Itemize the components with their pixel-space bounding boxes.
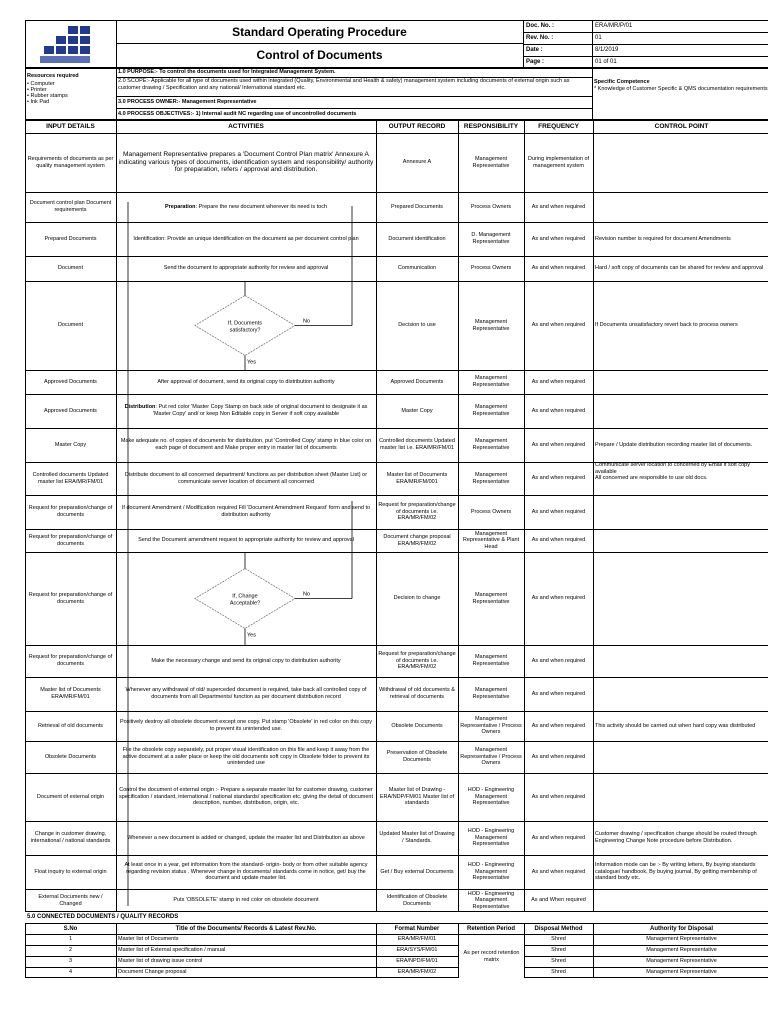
document-title: Standard Operating Procedure — [232, 25, 407, 39]
decision-2-yes-text: Yes — [247, 632, 256, 639]
records-cell: Master list of External specification / manual — [118, 947, 226, 954]
cell-output: Updated Master list of Drawing / Standards. — [379, 831, 455, 844]
cell-control: If Documents unsatisfactory revert back to process owners — [595, 322, 738, 329]
cell-resp: Management Representative — [472, 155, 510, 169]
cell-control — [593, 741, 768, 773]
cell-activity: Identification: Provide an unique identification on the document as per document control plan — [133, 235, 359, 242]
rev-no-value: 01 — [595, 34, 602, 41]
purpose-text: 1.0 PURPOSE:- To control the documents used for Integrated Management System. — [118, 69, 336, 75]
cell-freq: As and when required — [531, 595, 586, 602]
cell-control: Prepare / Update distribution recording master list of documents. — [595, 441, 753, 448]
cell-input: Request for preparation/change of documents — [28, 533, 113, 547]
cell-activity: Control the document of external origin :- Prepare a separate master list for customer drawing, customer specification / standard, international / national standards/ specification etc. giving the detail of document description, number, distribution, origin, etc. — [118, 787, 374, 807]
cell-freq: As and when required — [531, 690, 586, 697]
cell-input: Document — [57, 322, 84, 329]
cell-freq: As and when required — [531, 235, 586, 242]
cell-output: Withdrawal of old documents & retrieval of documents — [379, 687, 455, 700]
cell-activity — [116, 192, 376, 222]
cell-resp: HOD - Engineering Management Representative — [467, 862, 515, 882]
cell-activity: Send the Document amendment request to appropriate authority for review and approval — [138, 537, 354, 544]
records-header: Format Number — [394, 925, 440, 932]
records-cell: 3 — [68, 958, 73, 965]
cell-resp: Management Representative — [472, 318, 510, 332]
column-header-responsibility: RESPONSIBILITY — [463, 123, 519, 130]
cell-freq: As and when required — [531, 537, 586, 544]
records-header: Retention Period — [466, 925, 515, 932]
cell-activity: Positively destroy all obsolete document except one copy. Put stamp 'Obsolete' in red color on this copy to prevent its unintended use. — [119, 719, 373, 732]
process-objectives-text: 4.0 PROCESS OBJECTIVES:- 1) Internal audit NC regarding use of uncontrolled documents — [118, 111, 357, 117]
cell-output: Master list of Documents ERA/MR/FM/001 — [386, 471, 448, 485]
cell-control — [593, 677, 768, 711]
cell-activity: If document Amendment / Modification required Fill 'Document Amendment Request' form and send to distribution authority — [121, 505, 371, 518]
cell-activity — [116, 394, 376, 428]
cell-activity: Distribute document to all concerned department/ functions as per distribution sheet (Master List) or communicate server location of document all concerned — [124, 471, 368, 485]
cell-output: Annexure A — [402, 159, 432, 166]
activity-text: : Put red color 'Master Copy Stamp on back side of original document to designate it as 'Master Copy' and/ or keep Non Editable copy in Server if soft copy available — [152, 404, 368, 417]
cell-input: Document of external origin — [36, 793, 105, 800]
cell-freq: As and When required — [531, 897, 586, 904]
document-subtitle: Control of Documents — [256, 48, 383, 62]
cell-output: Request for preparation/change of documents i.e. ERA/MR/FM/02 — [378, 502, 456, 522]
cell-freq: As and when required — [531, 407, 586, 414]
cell-freq: As and when required — [531, 203, 586, 210]
cell-input: Master list of Documents ERA/MR/FM/01 — [40, 687, 101, 700]
cell-control — [593, 889, 768, 912]
records-cell: 1 — [68, 936, 73, 943]
page-value: 01 of 01 — [595, 58, 617, 65]
cell-resp: Management Representative — [472, 438, 510, 451]
cell-control: Information mode can be :- By writing letters, By buying standards catalogue/ handbook, By buying journal, By getting membership of standard body etc. — [595, 862, 757, 882]
resources-title: Resources required — [27, 73, 79, 79]
records-cell: ERA/SYS/FM/01 — [396, 947, 438, 954]
cell-resp: Management Representative — [472, 471, 510, 485]
competence-title: Specific Competence — [594, 79, 650, 85]
cell-control — [593, 370, 768, 394]
cell-resp: HOD - Engineering Management Representative — [467, 787, 515, 807]
cell-freq: As and when required — [531, 265, 586, 272]
cell-freq: As and when required — [531, 475, 586, 482]
cell-control — [593, 645, 768, 677]
records-retention-cell: As per record retention matrix — [459, 935, 524, 978]
records-header: Disposal Method — [534, 925, 583, 932]
cell-control — [593, 394, 768, 428]
decision-1-no-text: No — [303, 318, 311, 325]
cell-resp: HOD - Engineering Management Representative — [467, 828, 515, 848]
cell-input: Change in customer drawing, international / national standards — [30, 831, 111, 844]
cell-input: Obsolete Documents — [44, 753, 97, 760]
cell-freq: As and when required — [531, 753, 586, 760]
column-header-control: CONTROL POINT — [654, 123, 709, 130]
records-cell: Shred — [551, 947, 566, 954]
cell-activity: Management Representative prepares a 'Document Control Plan matrix' Annexure A indicating various types of documents, identification system and responsibility/ authority for preparation, refers / approval and distribution. — [118, 151, 374, 174]
cell-control — [593, 192, 768, 222]
cell-control — [593, 529, 768, 552]
cell-activity: Whenever any withdrawal of old/ superceded document is required, take back all controlled copy of documents from all Departments/ function as per document distribution record — [125, 687, 367, 700]
records-cell: Master list of Documents — [118, 936, 179, 943]
cell-freq: As and when required — [531, 834, 586, 841]
cell-output: Communication — [397, 265, 437, 272]
cell-output: Request for preparation/change of documents i.e. ERA/MR/FM/02 — [378, 651, 456, 671]
records-cell: Management Representative — [646, 947, 717, 954]
records-cell: Document Change proposal — [118, 969, 187, 976]
cell-output: Approved Documents — [390, 378, 444, 385]
cell-activity: At least once in a year, get information from the standard- origin- body or from other suitable agency regarding revision status . Whenever change in documents/ standards come in notice, get/ buy the document and update master list. — [124, 862, 368, 882]
records-cell: Management Representative — [646, 969, 717, 976]
cell-activity: File the obsolete copy separately, put proper visual identification on this file and keep it away from the active document at a safer place or keep the old documents soft copy in Obsolete folder to prevent its unintended use — [122, 747, 370, 767]
cell-output: Master list of Drawing - ERA/NDP/FM/01 Master list of standards — [379, 787, 455, 807]
cell-activity: After approval of document, send its original copy to distribution authority — [157, 378, 335, 385]
records-header: Title of the Documents/ Records & Latest Rev.No. — [175, 925, 317, 932]
competence-text: * Knowledge of Customer Specific & QMS documentation requirements — [594, 86, 768, 92]
cell-output: Controlled documents Updated master list i.e. ERA/MR/FM/01 — [379, 438, 455, 451]
decision-1-yes-text: Yes — [247, 359, 256, 366]
cell-output: Identification of Obsolete Documents — [386, 893, 448, 907]
cell-resp: Management Representative & Plant Head — [462, 530, 520, 550]
cell-output: Decision to change — [393, 595, 441, 602]
cell-freq: As and when required — [531, 657, 586, 664]
cell-control: Revision number is required for document Amendments — [595, 235, 731, 242]
cell-resp: Management Representative — [472, 687, 510, 700]
cell-freq: As and when required — [531, 508, 586, 515]
cell-input: Prepared Documents — [44, 235, 97, 242]
records-cell: ERA/MR/FM/01 — [397, 936, 437, 943]
cell-output: Master Copy — [401, 407, 433, 414]
cell-activity: Puts 'OBSOLETE' stamp in red color on obsolete document — [173, 897, 319, 904]
column-header-activities: ACTIVITIES — [228, 123, 264, 130]
cell-resp: Management Representative — [472, 404, 510, 417]
cell-output: Obsolete Documents — [391, 722, 443, 729]
cell-resp: Management Representative / Process Owners — [460, 716, 522, 736]
process-owner-text: 3.0 PROCESS OWNER:- Management Representative — [118, 99, 257, 105]
records-cell: 2 — [68, 947, 73, 954]
cell-output: Get / Buy external Documents — [380, 868, 454, 875]
cell-resp: Management Representative — [472, 375, 510, 388]
cell-activity: Send the document to appropriate authority for review and approval — [163, 265, 329, 272]
cell-resp: Process Owners — [470, 508, 512, 515]
resource-item: • Rubber stamps — [27, 93, 68, 99]
records-cell: Management Representative — [646, 936, 717, 943]
cell-resp: Management Representative — [472, 654, 510, 667]
records-header: S.No — [63, 925, 78, 932]
cell-control: Customer drawing / specification change should be routed through Engineering Change Note procedure before Distribution. — [595, 831, 757, 844]
doc-no-value: ERA/MR/P/01 — [595, 22, 633, 29]
cell-input: Document — [57, 265, 84, 272]
records-cell: Shred — [551, 969, 566, 976]
cell-control: Hard / soft copy of documents can be shared for review and approval — [595, 265, 764, 272]
cell-input: Master Copy — [54, 441, 87, 448]
records-cell: Management Representative — [646, 958, 717, 965]
decision-2-label: If, Change Acceptable? — [229, 593, 261, 607]
decision-1-label: If, Documents satisfactory? — [228, 320, 262, 334]
cell-output: Preservation of Obsolete Documents — [386, 750, 448, 763]
resource-item: • Computer — [27, 81, 55, 87]
decision-2-no-text: No — [303, 591, 311, 598]
column-header-output: OUTPUT RECORD — [388, 123, 446, 130]
cell-freq: As and when required — [531, 868, 586, 875]
cell-output: Prepared Documents — [391, 203, 443, 210]
cell-input: Approved Documents — [44, 378, 97, 385]
column-header-frequency: FREQUENCY — [538, 123, 579, 130]
cell-input: Requirements of documents as per quality management system — [27, 155, 114, 169]
cell-control: Communicate server location to concerned by Email if soft copy available All concerned are responsible to use old docs. — [595, 462, 750, 482]
scope-text: 2.0 SCOPE:- Applicable for all type of documents used within integrated (Quality, Environmental and Health & safety) management system including documents of external origin such as customer drawing / Specification and any national/ International standard etc. — [118, 78, 570, 91]
cell-control — [593, 495, 768, 529]
activity-keyword: Preparation — [164, 203, 196, 210]
date-label: Date : — [526, 46, 543, 53]
cell-input: Request for preparation/change of documents — [28, 591, 113, 605]
cell-control — [593, 773, 768, 821]
page-label: Page : — [526, 58, 545, 65]
cell-output: Document change proposal ERA/MR/FM/02 — [383, 533, 451, 547]
cell-resp: Management Representative — [472, 591, 510, 605]
cell-control — [593, 133, 768, 192]
cell-input: Approved Documents — [44, 407, 97, 414]
column-header-input: INPUT DETAILS — [46, 123, 95, 130]
activity-text: : Prepare the new document wherever its need is toch — [195, 203, 328, 210]
cell-output: Decision to use — [398, 322, 436, 329]
cell-freq: As and when required — [531, 378, 586, 385]
cell-freq: During implementation of management system — [527, 155, 590, 169]
cell-input: Request for preparation/change of documents — [28, 654, 113, 667]
doc-no-label: Doc. No. : — [526, 22, 554, 29]
records-header: Authority for Disposal — [649, 925, 713, 932]
cell-control: This activity should be carried out when hard copy was distributed — [595, 722, 756, 729]
cell-freq: As and when required — [531, 441, 586, 448]
resource-item: • Ink Pad — [27, 99, 50, 105]
resource-item: • Printer — [27, 87, 47, 93]
cell-resp: Management Representative / Process Owners — [460, 747, 522, 767]
cell-resp: HOD - Engineering Management Representative — [467, 890, 515, 910]
cell-input: Request for preparation/change of documents — [28, 505, 113, 518]
cell-activity: Make adequate no. of copies of documents for distribution, put 'Controlled Copy' stamp in blue color on each page of document and Make proper entry in master list of documents — [120, 438, 372, 451]
records-cell: ERA/NPD/FM/01 — [396, 958, 438, 965]
cell-activity: Whenever a new document is added or changed, update the master list and Distribution as above — [127, 834, 365, 841]
cell-resp: Process Owners — [470, 203, 512, 210]
records-section-title: 5.0 CONNECTED DOCUMENTS / QUALITY RECORDS — [27, 914, 179, 920]
cell-input: Retrieval of old documents — [37, 722, 104, 729]
cell-freq: As and when required — [531, 722, 586, 729]
rev-no-label: Rev. No. : — [526, 34, 554, 41]
records-cell: ERA/MR/FM/02 — [397, 969, 437, 976]
cell-activity: Make the necessary change and send its original copy to distribution authority — [151, 657, 341, 664]
cell-freq: As and when required — [531, 793, 586, 800]
cell-control — [593, 552, 768, 645]
cell-resp: D. Management Representative — [471, 232, 511, 245]
records-cell: Master list of drawing issue control — [118, 958, 203, 965]
records-cell: 4 — [68, 969, 73, 976]
records-cell: Shred — [551, 936, 566, 943]
cell-input: External Documents new / Changed — [38, 893, 103, 907]
cell-input: Document control plan Document requirements — [29, 200, 112, 213]
activity-keyword: Distribution — [124, 404, 156, 411]
records-cell: Shred — [551, 958, 566, 965]
cell-output: Document identification — [388, 235, 446, 242]
cell-input: Float inquiry to external origin — [34, 868, 107, 875]
cell-resp: Process Owners — [470, 265, 512, 272]
cell-input: Controlled documents Updated master list ERA/MR/FM/01 — [32, 471, 109, 485]
cell-freq: As and when required — [531, 322, 586, 329]
date-value: 8/1/2019 — [595, 46, 619, 53]
